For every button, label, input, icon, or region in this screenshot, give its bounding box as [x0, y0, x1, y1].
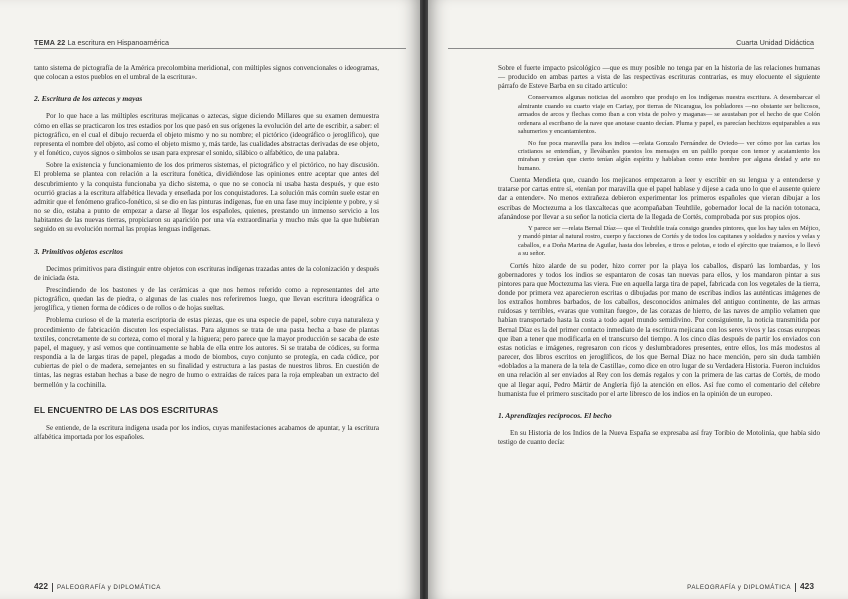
page-number-left: 422 [34, 581, 48, 591]
block-quote: No fue poca maravilla para los indios —relata Gonzalo Fernández de Oviedo— ver cómo por las cartas los cristianos se entendían, y llevábanles puestos los mensajes en un palillo porque con temor y acatamiento los miraban y creían que cierto tenían algún espíritu y hablaban como ente hombre por alguna deidad y arte no humano. [518, 139, 820, 172]
page-number-right: 423 [800, 581, 814, 591]
folio-left [34, 581, 161, 592]
header-title-left: La escritura en Hispanoamérica [67, 38, 169, 47]
right-page [428, 0, 848, 599]
intro-paragraph: tanto sistema de pictografía de la América precolombina meridional, con múltiples signos convencionales o ideogramas, que colocan a estos pueblos en el umbral de la escritura». [34, 64, 379, 82]
section-heading-aztecas-mayas: 2. Escritura de los aztecas y mayas [34, 94, 143, 104]
chapter-heading-encuentro: EL ENCUENTRO DE LAS DOS ESCRITURAS [34, 404, 219, 415]
paragraph: Cuenta Mendieta que, cuando los mejicanos empezaron a leer y escribir en su lengua y a entenderse y tratarse por cartas entre sí, «tenían por maravilla que el papel hablase y dijese a cada uno lo que el ausente quiere dar a entender». No menos extrañeza debieron experimentar los primeros españoles que vieran dibujar a los escribas de Moctezuma a los tlaxcaltecas que acompañaban Teuhtlile, gobernador local de la nación totonaca, afanándose por llevar a su señor la noticia cierta de la llegada de Cortés, comprobada por sus propios ojos. [498, 176, 820, 221]
paragraph: Se entiende, de la escritura indígena usada por los indios, cuyas manifestaciones acabamos de apuntar, y la escritura alfabética importada por los españoles. [34, 423, 379, 441]
paragraph: Prescindiendo de los bastones y de las cerámicas a que nos hemos referido como a representantes del arte pictográfico, quedan las de piedra, o algunas de las cuales nos referiremos luego, que llevan escritura ideográfica o jeroglífica, y tienen forma de códices o de rollos o de hojas sueltas. [34, 285, 379, 313]
folio-divider [795, 583, 796, 592]
folio-label-left: PALEOGRAFÍA y DIPLOMÁTICA [56, 584, 161, 591]
block-quote: Y parece ser —relata Bernal Díaz— que el Teuhtlile traía consigo grandes pintores, que los hay tales en Méjico, y mandó pintar al natural rostro, cuerpo y facciones de Cortés y de todos los capitanes y soldados y navíos y velas y caballos, e a Doña Marina de Aguilar, hasta dos lebreles, e tiros e pelotas, e todo el ejército que traíamos, e lo llevó a su señor. [518, 224, 820, 258]
folio-divider [52, 583, 53, 592]
header-rule-left [34, 48, 406, 49]
paragraph: Sobre el fuerte impacto psicológico —que es muy posible no tenga par en la historia de las relaciones humanas— producido en ambas partes a vista de las respectivas escrituras contrarias, es muy elocuente el siguiente párrafo de Esteve Barba en su citado artículo: [498, 64, 820, 91]
running-header-right [736, 38, 814, 47]
paragraph: En su Historia de los Indios de la Nueva España se expresaba así fray Toribio de Motolinía, que había sido testigo de cuanto decía: [498, 429, 820, 447]
right-page-body [498, 64, 820, 450]
paragraph: Decimos primitivos para distinguir entre objetos con escrituras indígenas trazadas antes de la colonización y después de iniciada ésta. [34, 264, 379, 282]
header-rule-right [448, 48, 814, 49]
left-page [0, 0, 420, 599]
paragraph: Sobre la existencia y funcionamiento de los dos primeros sistemas, el pictográfico y el pictórico, no hay discusión. El problema se plantea con relación a la escritura fonética, dividiéndose las opiniones entre aceptar que antes del descubrimiento y la conquista funcionaba ya dicho sistema, o que no se conocía ni usaba hasta después, y que esto ocurrió gracias a la escritura alfabética llevada y enseñada por los conquistadores. La solución más común suele estar en admitir que el fenómeno grafico-fonético, si se dio en las pinturas indígenas, fue en una fase muy incipiente y pobre, y si no se dio, estaba a punto de empezar a darse al llegar los españoles, quienes, prestando un inmenso servicio a los habitantes de las nuevas tierras, propiciaron su aparición por una vía extraordinaria y mucho más que la que hubieran seguido en su evolución normal las propias lenguas indígenas. [34, 161, 379, 234]
folio-label-right: PALEOGRAFÍA y DIPLOMÁTICA [687, 584, 792, 591]
header-title-right: Cuarta Unidad Didáctica [736, 38, 814, 47]
running-header-left [34, 38, 169, 47]
header-tema: TEMA 22 [34, 38, 66, 47]
folio-right [687, 581, 814, 592]
paragraph: Cortés hizo alarde de su poder, hizo correr por la playa los caballos, disparó las lombardas, y los gobernadores y todos los indios se espantaron de cosas tan nuevas para ellos, y los mandaron pintar a sus pintores para que Moctezuma las viera. Fue en aquella larga tira de papel, fabricada con los vegetales de la tierra, donde por primera vez aparecieron escritas o dibujadas por mano de escribas indios las auténticas imágenes de los extraños hombres barbados, de los caballos, desconocidos animales del antiguo continente, de las armas ruidosas y terribles, «varas que vomitan fuego», de las corazas de hierro, de las naves de amplio velamen que habían transportado hasta la costa a todo aquel mundo semidivino. Por consiguiente, la noticia transmitida por Bernal Díaz es la del primer contacto inmediato de la escritura mejicana con los seres vivos y las cosas europeas que iban a tener que modificarla en el transcurso del tiempo. A los cinco días después de partir los enviados con estas noticias e imágenes, regresaron con ricos y deslumbradores presentes, entre ellos, los más modestos al parecer, dos libros escritos en jeroglíficos, de los que Bernal Díaz no hace mención, pero sin duda también «doblados a la manera de la tela de Castilla», como dice en otro lugar de su Verdadera Historia. Fueron incluidos en una relación al ser enviados al Rey con los demás regalos y con la primera de las cartas de Cortés, de modo que al llegar aquí, Pedro Mártir de Anglería fijó la atención en ellos. Así fue como el comentario del célebre humanista fue el primero suscitado por el arte libresco de los indios en la opinión de un europeo. [498, 261, 820, 398]
left-page-body [34, 64, 379, 445]
paragraph: Por lo que hace a las múltiples escrituras mejicanas o aztecas, sigue diciendo Millares que su examen demuestra cómo en ellas se practicaron los tres estadios por los que pasó en sus orígenes la evolución del arte de escribir, a saber: el pictográfico, en el cual el dibujo recuerda el objeto mismo y no su nombre; el pictórico (ideográfico o jeroglífico), que representa el nombre del objeto, así como el objeto mismo y, más tarde, las cualidades abstractas derivadas de ese objeto, y el fonético, cuyos signos o símbolos se usan para expresar el sonido, silábico o alfabético, de una palabra. [34, 112, 379, 158]
block-quote: Conservamos algunas noticias del asombro que produjo en los indígenas nuestra escritura. A desembarcar el almirante cuando su cuarto viaje en Cariay, por tierras de Nicaragua, los pobladores —no obstante ser belicosos, armados de arcos y flechas como iban a con vista de polvo y maganas— se asustaban por el hecho de que Colón ordenara al escribano de la nave que anotase cuanto decían. Pluma y papel, es parecían hechizos equiparables a sus sahumerios y encantamientos. [518, 94, 820, 136]
paragraph: Problema curioso el de la materia escriptoria de estas piezas, que es una especie de papel, sobre cuya naturaleza y procedimiento de fabricación discuten los especialistas. Para algunos se trata de una pasta hecha a base de plantas textiles, concretamente de su corteza, como el moral y la higuera; pero parece que la mayor producción se sacaba de este papel, el maguey, y así vemos que continuamente se habla de ella entre los autores. Si se trataba de códices, su forma respondía a la de largas tiras de papel, plegadas a modo de biombos, cuyo conjunto se protegía, en cada códice, por cubiertas de piel o de madera, semejantes en su finalidad y estructura a las pastas de nuestros libros. En cuestión de tintas, las negras estaban hechas a base de negro de humo o extraídas de raíces para la roja empleaban un extracto del bermellón y la cochinilla. [34, 316, 379, 389]
book-gutter [420, 0, 428, 599]
subsection-heading-aprendizajes: 1. Aprendizajes recíprocos. El becho [498, 410, 612, 420]
section-heading-primitivos: 3. Primitivos objetos escritos [34, 246, 124, 256]
